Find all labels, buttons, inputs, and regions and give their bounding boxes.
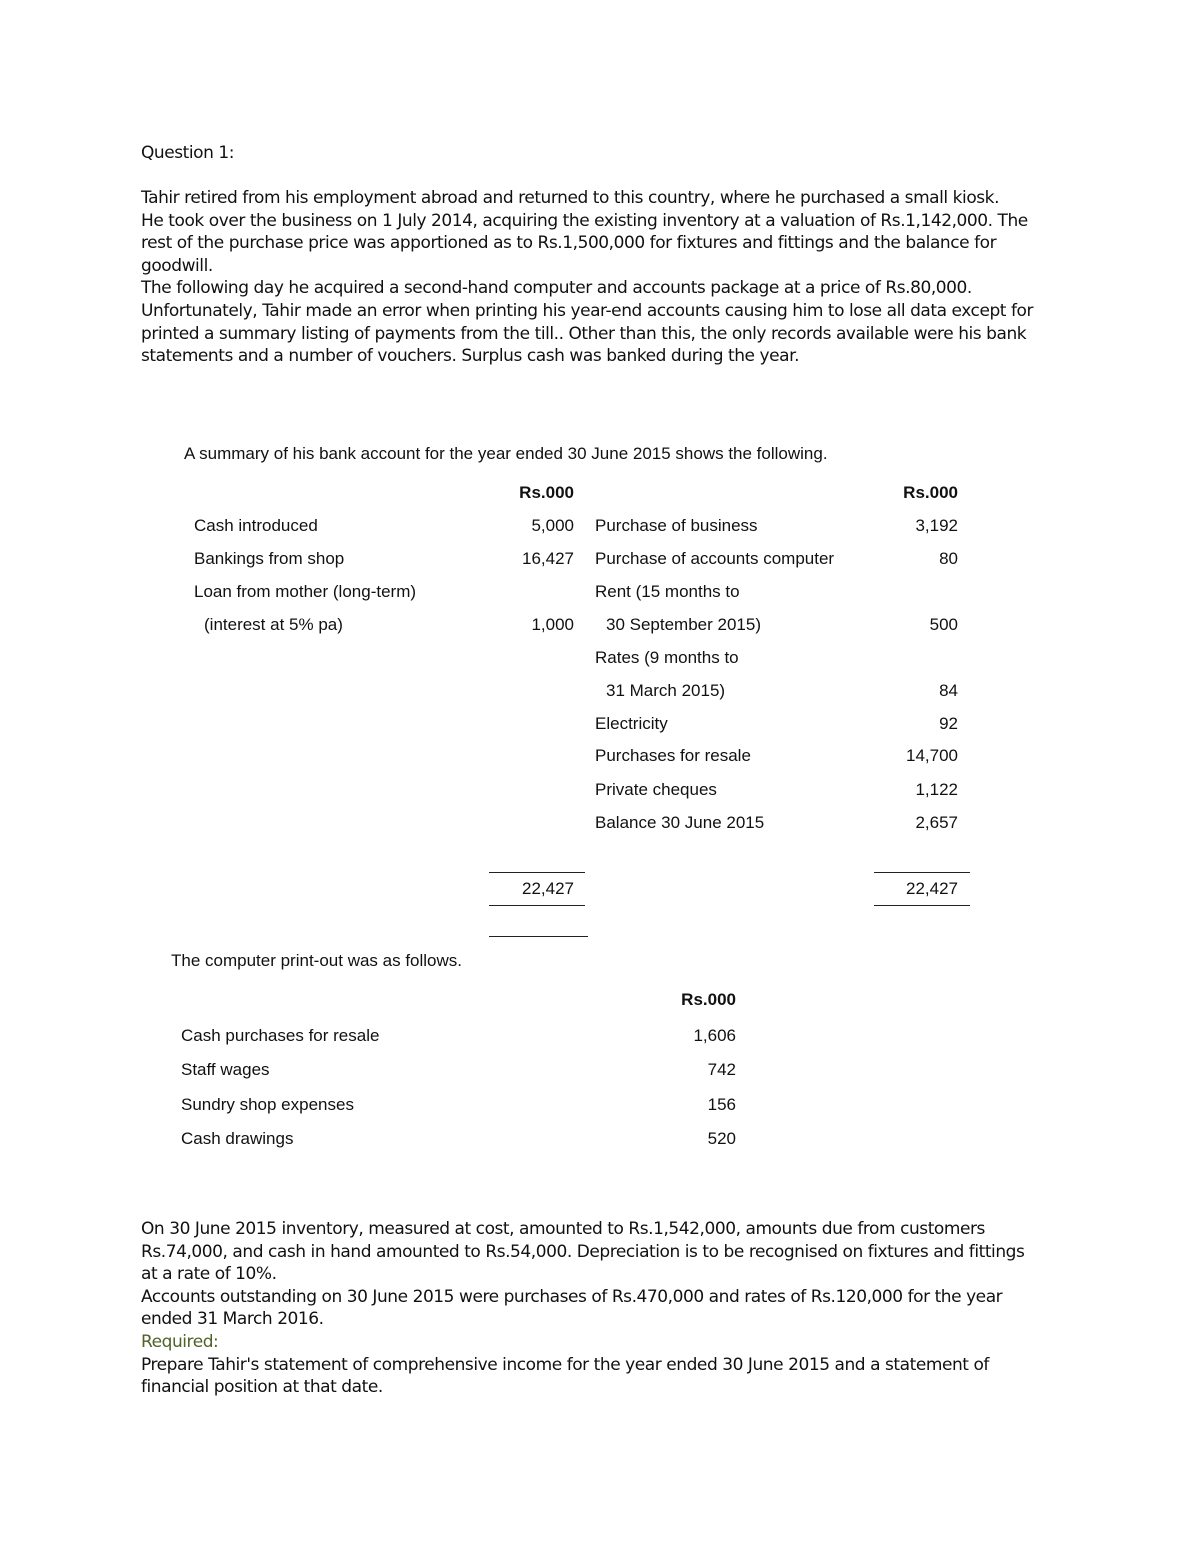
receipt-label: Cash introduced — [194, 516, 318, 535]
receipt-amount: 1,000 — [531, 615, 574, 634]
payment-amount: 80 — [939, 549, 958, 568]
printout-amount: 1,606 — [693, 1026, 736, 1045]
receipts-total-top-rule — [489, 872, 585, 873]
printout-amount: 156 — [707, 1095, 736, 1114]
payment-amount: 2,657 — [915, 813, 958, 832]
payment-label: Rates (9 months to — [595, 648, 739, 667]
receipt-amount: 5,000 — [531, 516, 574, 535]
payment-amount: 1,122 — [915, 780, 958, 799]
printout-amount: 742 — [707, 1060, 736, 1079]
receipt-label: Bankings from shop — [194, 549, 345, 568]
receipt-amount: 16,427 — [522, 549, 574, 568]
payments-total: 22,427 — [906, 879, 958, 898]
printout-label: Sundry shop expenses — [181, 1095, 354, 1114]
printout-label: Cash purchases for resale — [181, 1026, 380, 1045]
receipt-label: Loan from mother (long-term) — [194, 582, 417, 601]
payment-label: Electricity — [595, 714, 668, 733]
intro-text — [141, 187, 1041, 368]
payment-label: Private cheques — [595, 780, 717, 799]
receipts-total: 22,427 — [522, 879, 574, 898]
payment-amount: 92 — [939, 714, 958, 733]
printout-unit-header: Rs.000 — [681, 990, 736, 1009]
receipts-unit-header: Rs.000 — [519, 483, 574, 502]
intro-line-3: The following day he acquired a second-hand computer and accounts package at a price of Rs.80,000. Unfortunately, Tahir made an error when printing his year-end accounts causing him to lose all data except for printed a summary listing of payments from the till.. Other than this, the only records available were his bank statements and a number of vouchers. Surplus cash was banked during the year. — [141, 278, 1033, 367]
payments-total-top-rule — [874, 872, 970, 873]
question-title — [141, 142, 1041, 165]
question-title-text: Question 1: — [141, 143, 235, 163]
payment-label: 30 September 2015) — [606, 615, 761, 634]
printout-label: Staff wages — [181, 1060, 270, 1079]
payment-label: Purchase of accounts computer — [595, 549, 835, 568]
payment-label: Balance 30 June 2015 — [595, 813, 765, 832]
receipt-label: (interest at 5% pa) — [204, 615, 343, 634]
closing-line-2: Accounts outstanding on 30 June 2015 were purchases of Rs.470,000 and rates of Rs.120,000 for the year ended 31 March 2016. — [141, 1286, 1003, 1330]
receipts-extra-rule — [489, 936, 588, 937]
payment-label: 31 March 2015) — [606, 681, 726, 700]
payment-amount: 14,700 — [906, 746, 958, 765]
required-text: Prepare Tahir's statement of comprehensive income for the year ended 30 June 2015 and a statement of financial position at that date. — [141, 1354, 989, 1398]
printout-amount: 520 — [707, 1129, 736, 1148]
printout-caption: The computer print-out was as follows. — [171, 951, 463, 970]
printout-label: Cash drawings — [181, 1129, 294, 1148]
payments-total-bottom-rule — [874, 905, 970, 906]
payment-amount: 84 — [939, 681, 958, 700]
closing-text — [141, 1218, 1041, 1399]
payment-amount: 500 — [929, 615, 958, 634]
closing-line-1: On 30 June 2015 inventory, measured at cost, amounted to Rs.1,542,000, amounts due from customers Rs.74,000, and cash in hand amounted to Rs.54,000. Depreciation is to be recognised on fixtures and fittings at a rate of 10%. — [141, 1219, 1025, 1285]
payments-unit-header: Rs.000 — [903, 483, 958, 502]
intro-line-2: He took over the business on 1 July 2014, acquiring the existing inventory at a valuation of Rs.1,142,000. The rest of the purchase price was apportioned as to Rs.1,500,000 for fixtures and fittings and the balance for goodwill. — [141, 210, 1028, 276]
intro-line-1: Tahir retired from his employment abroad and returned to this country, where he purchased a small kiosk. — [141, 188, 1000, 208]
payment-label: Rent (15 months to — [595, 582, 740, 601]
payment-label: Purchase of business — [595, 516, 758, 535]
receipts-total-bottom-rule — [489, 905, 585, 906]
bank-summary-caption: A summary of his bank account for the year ended 30 June 2015 shows the following. — [184, 444, 828, 463]
payment-label: Purchases for resale — [595, 746, 751, 765]
required-heading: Required: — [141, 1331, 219, 1352]
payment-amount: 3,192 — [915, 516, 958, 535]
